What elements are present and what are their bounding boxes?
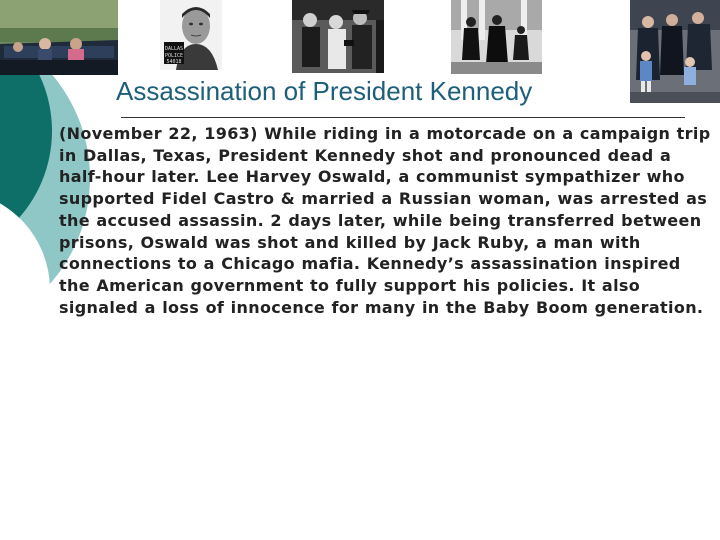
svg-text:POLICE: POLICE <box>164 53 184 59</box>
slide-body-text: (November 22, 1963) While riding in a motorcade on a campaign trip in Dallas, Texas, President Kennedy shot and pronounced dead a half-hour later. Lee Harvey Oswald, a communist sympathizer who supported Fidel Castro & married a Russian woman, was arrested as the accused assassin. 2 days later, while being transferred between prisons, Oswald was shot and killed by Jack Ruby, a man with connections to a Chicago mafia. Kennedy’s assassination inspired the American government to fully support his policies. It also signaled a loss of innocence for many in the Baby Boom generation. <box>59 124 711 317</box>
slide-title: Assassination of President Kennedy <box>116 76 533 106</box>
motorcade-photo <box>0 0 118 75</box>
title-underline <box>121 117 685 118</box>
salute-photo <box>630 0 720 103</box>
ruby-shooting-photo <box>292 0 384 73</box>
funeral-photo <box>451 0 542 74</box>
oswald-mugshot-photo <box>160 0 222 70</box>
svg-text:54018: 54018 <box>166 59 182 65</box>
svg-text:DALLAS: DALLAS <box>164 46 184 52</box>
